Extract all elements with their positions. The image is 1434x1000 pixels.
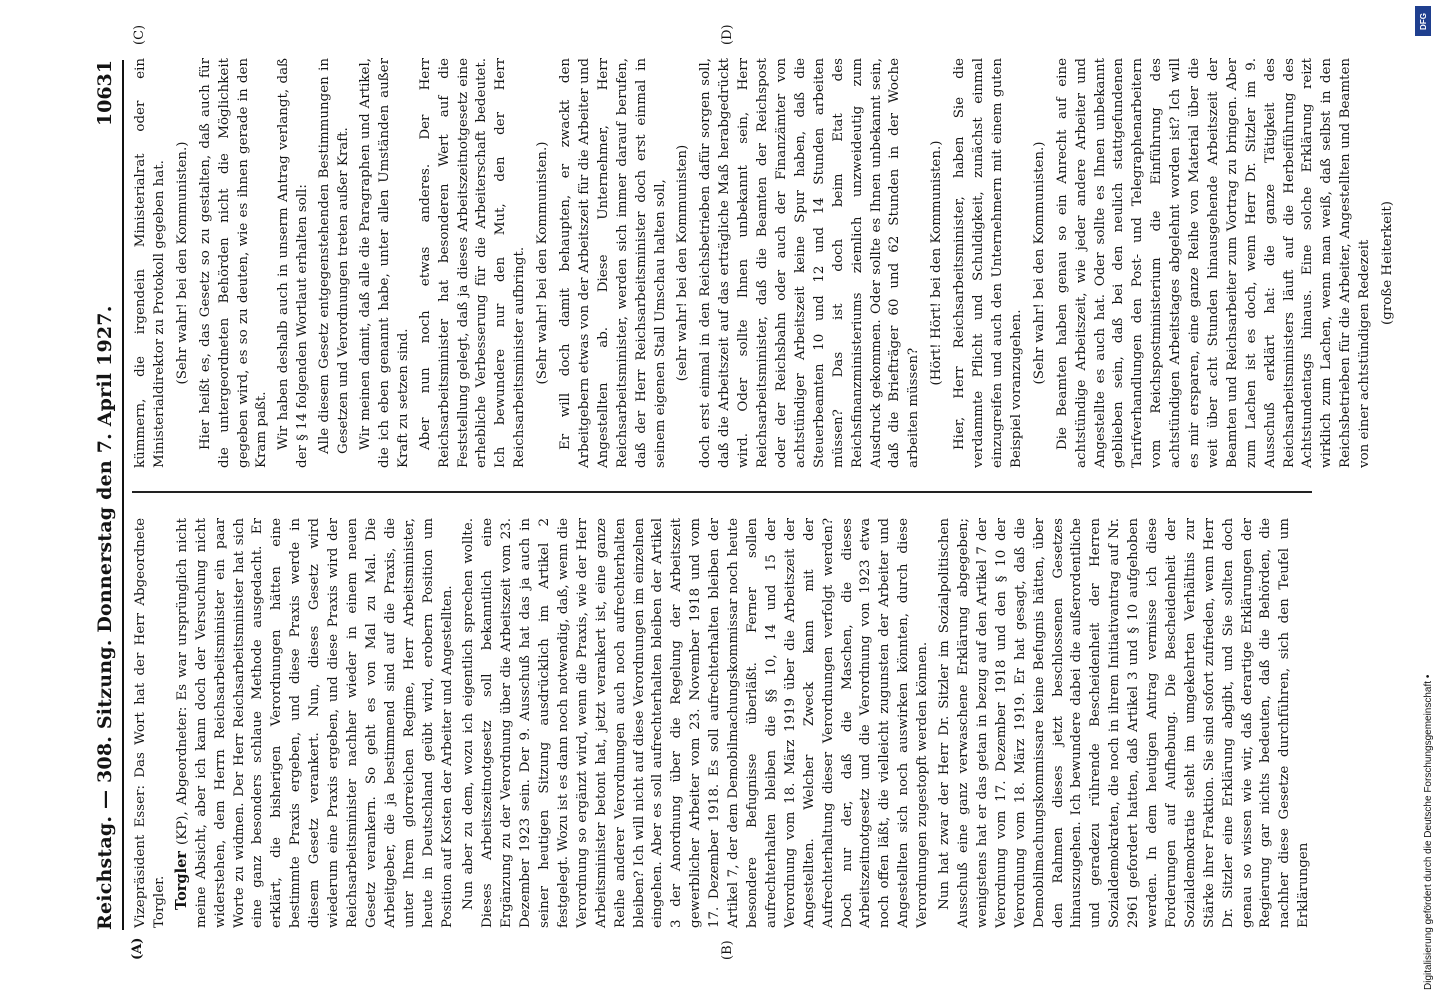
paragraph: Wir meinen damit, daß alle die Paragraphen und Artikel, die ich eben genannt habe, unter allen Umständen außer Kraft zu setzen sind. [357, 58, 411, 468]
paragraph: Wir haben deshalb auch in unserm Antrag verlangt, daß der § 14 folgenden Wortlaut erhalten soll: [276, 58, 311, 468]
margin-mark-b: (B) [720, 940, 735, 960]
paragraph: doch erst einmal in den Reichsbetrieben dafür sorgen soll, daß die Arbeitszeit auf das erträgliche Maß herabgedrückt wird. Oder sollte Ihnen unbekannt sein, Herr Reichsarbeitsminister, daß die Beamten der Reichspost oder der Reichsbahn oder auch der Finanzämter von achtstündiger Arbeitszeit keine Spur haben, daß die Steuerbeamten 10 und 12 und 14 Stunden arbeiten müssen? Das ist doch beim Etat des Reichsfinanzministeriums ziemlich unzweideutig zum Ausdruck gekommen. Oder sollte es Ihnen unbekannt sein, daß die Briefträger 60 und 62 Stunden in der Woche arbeiten müssen? [698, 58, 922, 468]
digitization-credit-text: Digitalisierung gefördert durch die Deutsche Forschungsgemeinschaft • [1423, 674, 1434, 990]
interjection: (Hört! Hört! bei den Kommunisten.) [929, 140, 945, 386]
interjection: (Sehr wahr! bei den Kommunisten.) [1031, 141, 1047, 385]
margin-mark-d: (D) [720, 24, 735, 45]
paragraph-torgler-speech-2: Nun aber zu dem, wozu ich eigentlich sprechen wollte. Dieses Arbeitszeitnotgesetz soll bekanntlich eine Ergänzung zu der Verordnung über die Arbeitszeit vom 23. Dezember 1923 sein. Der 9. Ausschuß hat das ja auch in seiner heutigen Sitzung ausdrücklich im Artikel 2 festgelegt. Wozu ist es dann noch notwendig, daß, wenn die Verordnung so ergänzt wird, wenn die Praxis, wie der Herr Arbeitsminister betont hat, jetzt verankert ist, eine ganze Reihe anderer Verordnungen auch noch aufrechterhalten bleiben? Ich will nicht auf diese Verordnungen im einzelnen eingehen. Aber es soll aufrechterhalten bleiben der Artikel 3 der Anordnung über die Regelung der Arbeitszeit gewerblicher Arbeiter vom 23. November 1918 und vom 17. Dezember 1918. Es soll aufrechterhalten bleiben der Artikel 7, der dem Demobilmachungskommissar noch heute besondere Befugnisse überläßt. Ferner sollen aufrechterhalten bleiben die §§ 10, 14 und 15 der Verordnung vom 18. März 1919 über die Arbeitszeit der Angestellten. Welcher Zweck kann mit der Aufrechterhaltung dieser Verordnungen verfolgt werden? Doch nur der, daß die Maschen, die dieses Arbeitszeitnotgesetz und die Verordnung von 1923 etwa noch offen läßt, die vielleicht zugunsten der Arbeiter und Angestellten sich noch auswirken könnten, durch diese Verordnungen zugestopft werden können. [461, 518, 931, 928]
paragraph: Hier, Herr Reichsarbeitsminister, haben Sie die verdammte Pflicht und Schuldigkeit, zunächst einmal einzugreifen und auch den Unternehmern mit einem guten Beispiel voranzugehen. [952, 58, 1024, 468]
paragraph-text: (KP), Abgeordneter: Es war ursprünglich nicht meine Absicht, aber ich kann doch der Versuchung nicht widerstehen, dem Herrn Reichsarbeitsminister ein paar Worte zu widmen. Der Herr Reichsarbeitsminister hat sich eine ganz besonders schlaue Methode ausgedacht. Er erklärt, die bisherigen Verordnungen hätten eine bestimmte Praxis ergeben, und diese Praxis werde in diesem Gesetz verankert. Nun, dieses Gesetz wird wiederum eine Praxis ergeben, und diese Praxis wird der Reichsarbeitsminister nachher wieder in einem neuen Gesetz verankern. So geht es von Mal zu Mal. Die Arbeitgeber, die ja bestimmend sind auf die Praxis, die unter Ihrem glorreichen Regime, Herr Arbeitsminister, heute in Deutschland geübt wird, erobern Position um Position auf Kosten der Arbeiter und Angestellten. [174, 518, 455, 928]
right-column [132, 58, 1396, 468]
column-divider [132, 492, 1312, 494]
quoted-provision: Alle diesem Gesetz entgegenstehenden Bestimmungen in Gesetzen und Verordnungen treten außer Kraft. [317, 58, 352, 454]
interjection: (große Heiterkeit) [1380, 201, 1396, 325]
margin-mark-a: (A) [130, 937, 145, 960]
paragraph: Aber nun noch etwas anderes. Der Herr Reichsarbeitsminister hat besonderen Wert auf die Feststellung gelegt, daß ja dieses Arbeitszeitnotgesetz eine erhebliche Verbesserung für die Arbeiterschaft bedeutet. Ich bewundere nur den Mut, den der Herr Reichsarbeitsminister aufbringt. [417, 58, 528, 468]
page-number: 10631 [94, 60, 116, 127]
running-head [88, 60, 124, 930]
paragraph-torgler-speech-3: Nun hat zwar der Herr Dr. Sitzler im Sozialpolitischen Ausschuß eine ganz verwaschene Erklärung abgegeben; wenigstens hat er das getan in bezug auf den Artikel 7 der Verordnung vom 17. Dezember 1918 und den § 10 der Verordnung vom 18. März 1919. Er hat gesagt, daß die Demobilmachungskommissare keine Befugnis hätten, über den Rahmen dieses jetzt beschlossenen Gesetzes hinauszugehen. Ich bewundere dabei die außerordentliche und geradezu rührende Bescheidenheit der Herren Sozialdemokraten, die noch in ihrem Initiativantrag auf Nr. 2961 gefordert hatten, daß Artikel 3 und § 10 aufgehoben werden. In dem heutigen Antrag vermisse ich diese Forderungen auf Aufhebung. Die Bescheidenheit der Sozialdemokratie steht im umgekehrten Verhältnis zur Stärke ihrer Fraktion. Sie sind sofort zufrieden, wenn Herr Dr. Sitzler eine Erklärung abgibt, und Sie sollten doch genau so wissen wie wir, daß derartige Erklärungen der Regierung gar nichts bedeuten, daß die Behörden, die nachher diese Gesetze durchführen, sich den Teufel um Erklärungen [937, 518, 1312, 928]
paragraph: Hier heißt es, das Gesetz so zu gestalten, daß auch für die untergeordneten Behörden nicht die Möglichkeit gegeben wird, es so zu deuten, wie es ihnen gerade in den Kram paßt. [197, 58, 270, 468]
left-column [132, 518, 1312, 928]
interjection: (sehr wahr! bei den Kommunisten) [675, 144, 691, 382]
speaker-name: Torgler [172, 851, 190, 910]
paragraph-chair-announcement: Vizepräsident Esser: Das Wort hat der Herr Abgeordnete Torgler. [133, 518, 167, 928]
interjection: (Sehr wahr! bei den Kommunisten.) [174, 141, 190, 385]
paragraph-torgler-speech-1 [173, 518, 458, 928]
dfg-logo [1415, 6, 1431, 36]
dfg-logo-text: DFG [1418, 12, 1428, 30]
paragraph: Er will doch damit behaupten, er zwackt den Arbeitgebern etwas von der Arbeitszeit für die Arbeiter und Angestellten ab. Diese Unternehmer, Herr Reichsarbeitsminister, werden sich immer darauf berufen, daß der Herr Reichsarbeitsminister doch erst einmal in seinem eigenen Stall Umschau halten soll, [558, 58, 668, 468]
margin-mark-c: (C) [132, 24, 147, 45]
paragraph-continuation: kümmern, die irgendein Ministerialrat oder ein Ministerialdirektor zu Protokoll gegeben hat. [133, 58, 167, 468]
interjection: (Sehr wahr! bei den Kommunisten.) [535, 141, 551, 385]
paragraph: Die Beamten haben genau so ein Anrecht auf eine achtstündige Arbeitszeit, wie jeder andere Arbeiter und Angestellte es auch hat. Oder sollte es Ihnen unbekannt geblieben sein, daß bei den neulich stattgefundenen Tarifverhandlungen den Post- und Telegraphenarbeitern vom Reichspostministerium die Einführung des achtstündigen Arbeitstages abgelehnt worden ist? Ich will es mir ersparen, eine ganze Reihe von Material über die weit über acht Stunden hinausgehende Arbeitszeit der Beamten und Reichsarbeiter zum Vortrag zu bringen. Aber zum Lachen ist es doch, wenn Herr Dr. Sitzler im 9. Ausschuß erklärt hat: die ganze Tätigkeit des Reichsarbeitsministers läuft auf die Herbeiführung des Achtstundentags hinaus. Eine solche Erklärung reizt wirklich zum Lachen, wenn man weiß, daß selbst in den Reichsbetrieben für die Arbeiter, Angestellten und Beamten von einer achtstündigen Redezeit [1054, 58, 1373, 468]
text-columns [132, 58, 1396, 928]
page-header-title: Reichstag. — 308. Sitzung. Donnerstag den 7. April 1927. [94, 305, 116, 930]
digitization-credit-strip [1412, 0, 1434, 1000]
